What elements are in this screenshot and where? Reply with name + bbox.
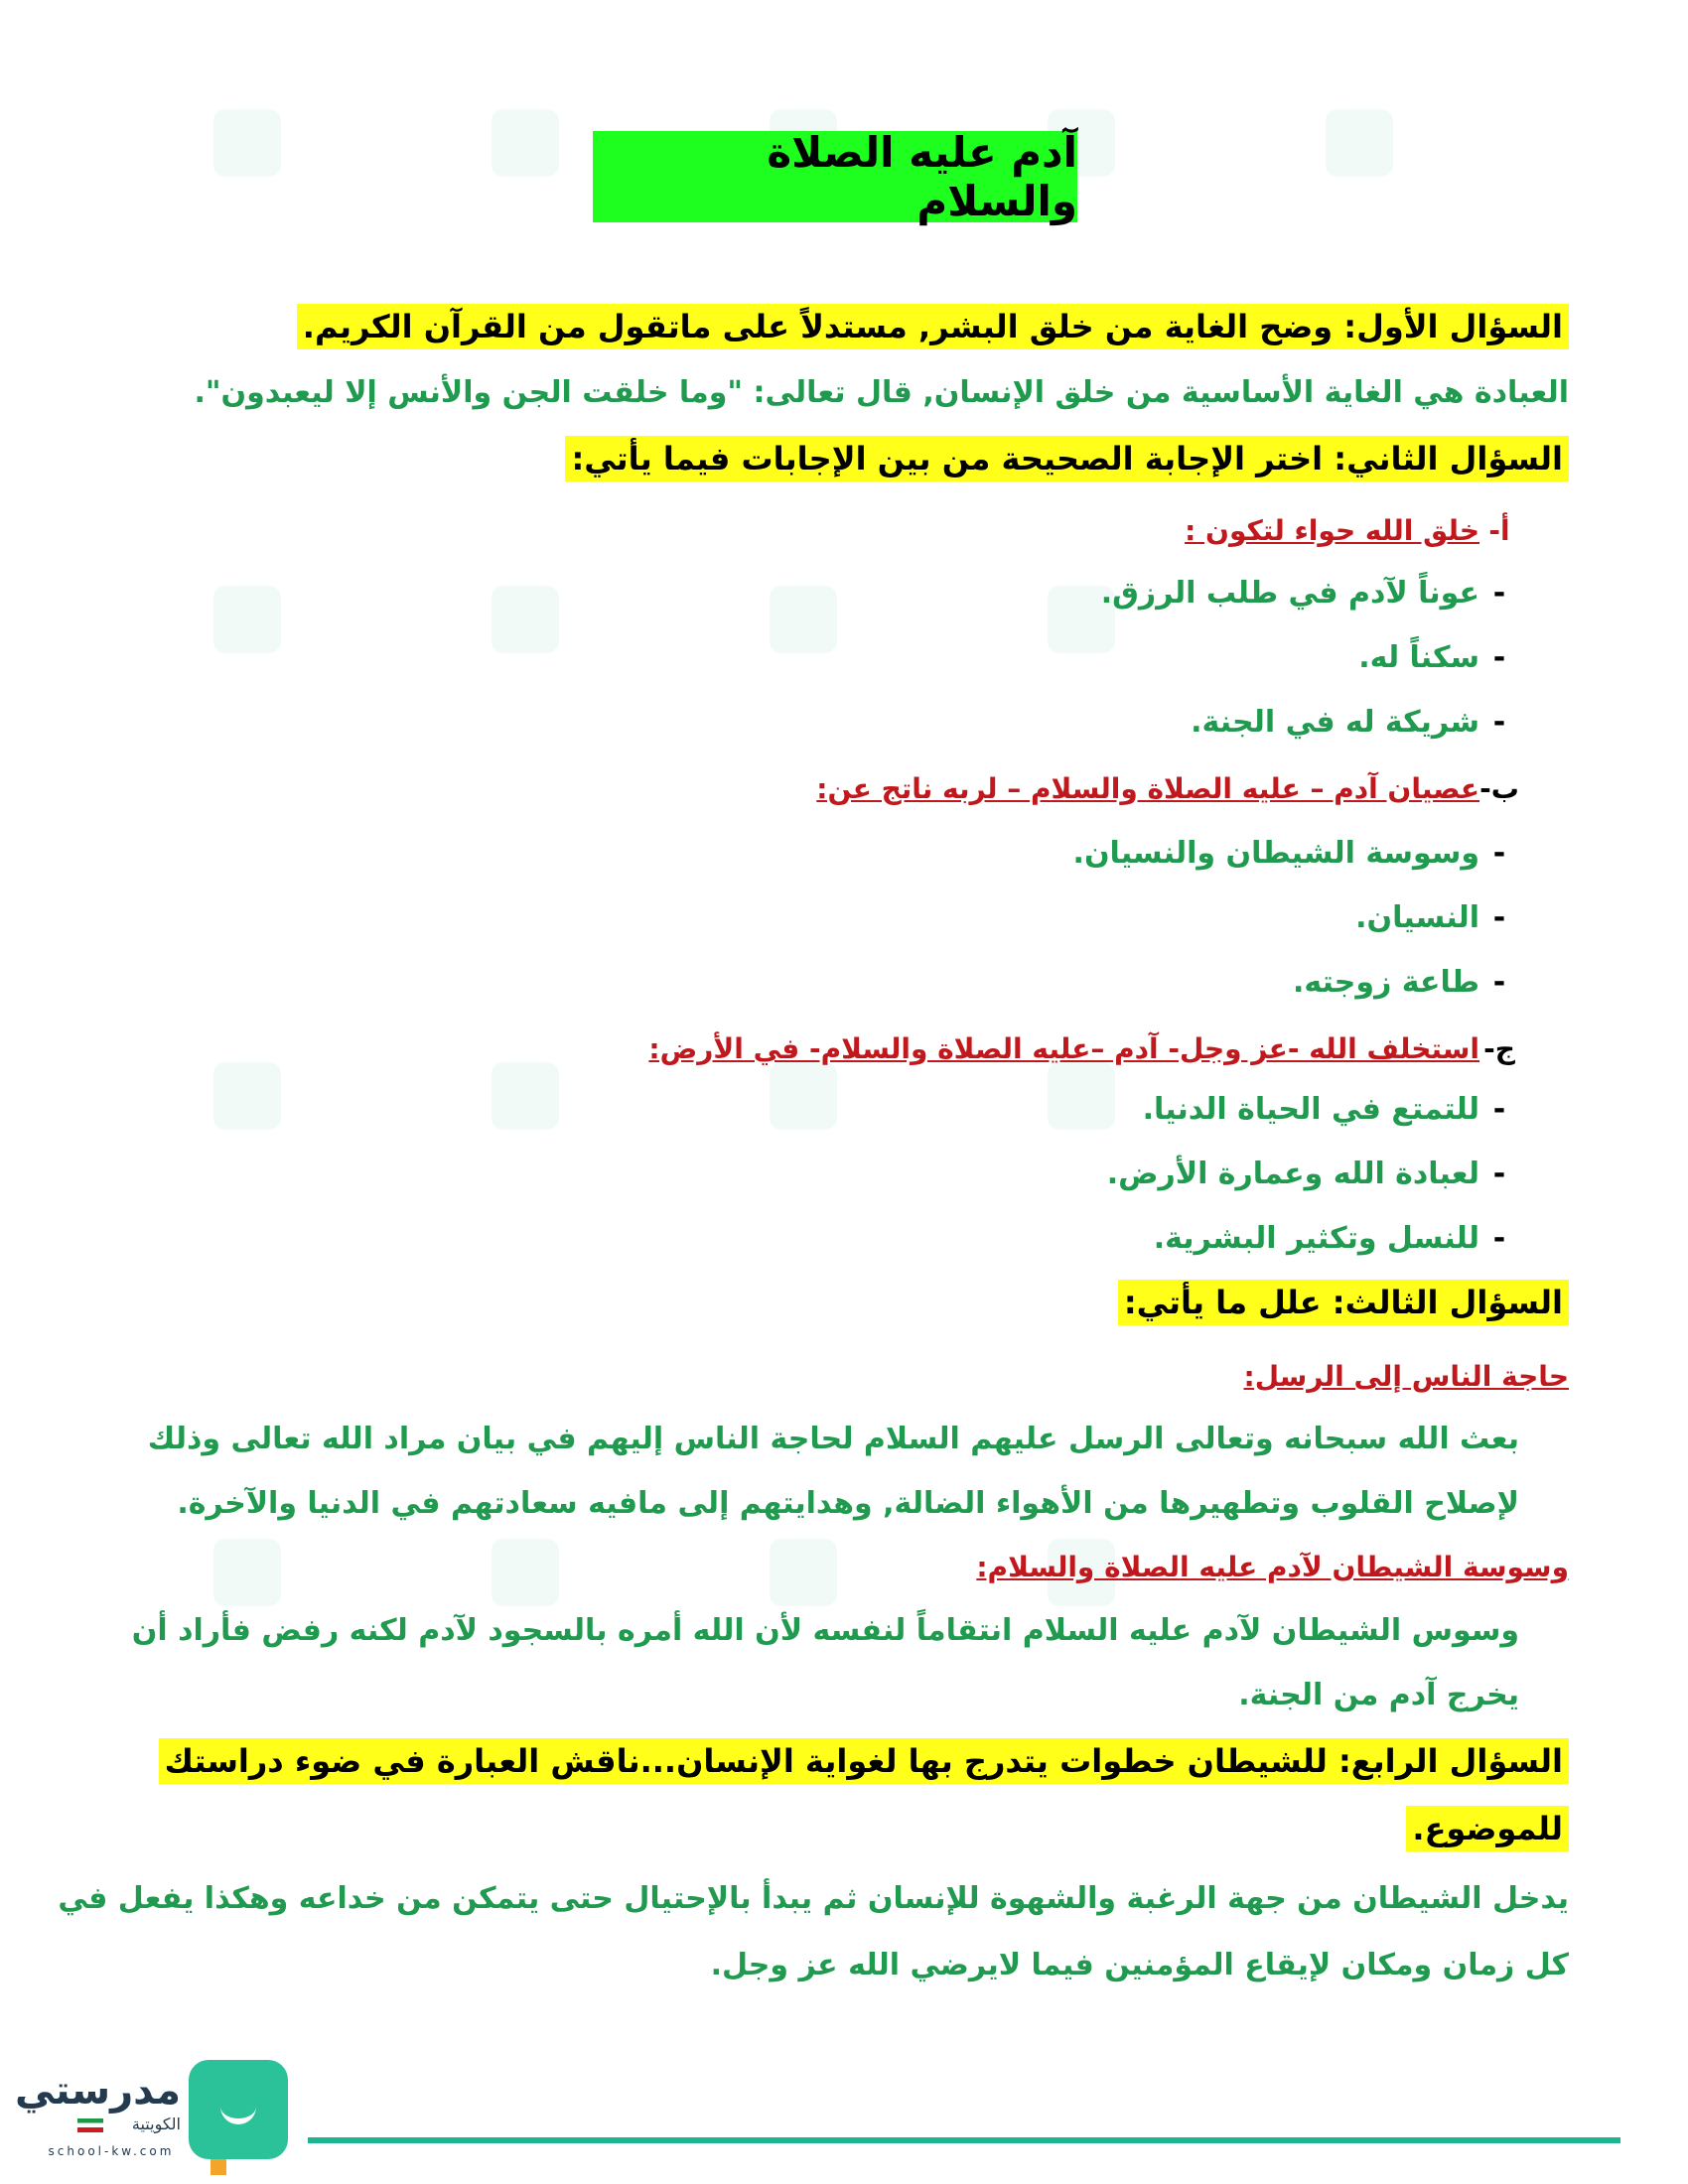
q2-part-b-question: عصيان آدم – عليه الصلاة والسلام – لربه ناتج عن:	[816, 772, 1479, 805]
question-3	[119, 1284, 1569, 1321]
dash-mark: -	[1492, 705, 1506, 740]
q2-b-option-3	[119, 965, 1519, 1000]
option-text: لعبادة الله وعمارة الأرض.	[1106, 1157, 1479, 1191]
option-text: شريكة له في الجنة.	[1191, 705, 1479, 740]
q2-part-b-stem	[119, 772, 1519, 805]
logo-url: school-kw.com	[48, 2144, 175, 2158]
dash-mark: -	[1492, 1092, 1506, 1127]
q3-item-2-answer-line-1: وسوس الشيطان لآدم عليه السلام انتقاماً لنفسه لأن الله أمره بالسجود لآدم لكنه رفض فأراد أن	[131, 1613, 1519, 1648]
option-text: وسوسة الشيطان والنسيان.	[1072, 836, 1479, 871]
question-1-text: السؤال الأول: وضح الغاية من خلق البشر, مستدلاً على ماتقول من القرآن الكريم.	[297, 304, 1569, 349]
answer-4-line-2: كل زمان ومكان لإيقاع المؤمنين فيما لايرضي الله عز وجل.	[710, 1948, 1569, 1982]
question-2	[119, 440, 1569, 478]
q2-part-c-letter: ج-	[1483, 1032, 1515, 1065]
option-text: طاعة زوجته.	[1292, 965, 1479, 1000]
q2-part-a-stem	[119, 514, 1519, 547]
q2-part-c-question: استخلف الله -عز وجل- آدم –عليه الصلاة والسلام- في الأرض:	[648, 1032, 1479, 1065]
q3-item-2-heading: وسوسة الشيطان لآدم عليه الصلاة والسلام:	[976, 1551, 1569, 1583]
q2-b-option-1	[119, 836, 1519, 871]
option-text: للتمتع في الحياة الدنيا.	[1142, 1092, 1479, 1127]
q2-a-option-1	[119, 576, 1519, 611]
question-4-text-1: السؤال الرابع: للشيطان خطوات يتدرج بها لغواية الإنسان...ناقش العبارة في ضوء دراستك	[159, 1738, 1569, 1784]
question-4-text-2: للموضوع.	[1406, 1806, 1569, 1851]
q3-item-1-answer-line-1: بعث الله سبحانه وتعالى الرسل عليهم السلام لحاجة الناس إليهم في بيان مراد الله تعالى وذلك	[147, 1422, 1519, 1456]
option-text: عوناً لآدم في طلب الرزق.	[1100, 576, 1479, 611]
q2-part-a-question: خلق الله حواء لتكون :	[1185, 514, 1479, 547]
dash-mark: -	[1492, 576, 1506, 611]
option-text: النسيان.	[1355, 900, 1479, 935]
logo-subtitle: الكويتية	[131, 2115, 181, 2133]
answer-4-line-1: يدخل الشيطان من جهة الرغبة والشهوة للإنسان ثم يبدأ بالإحتيال حتى يتمكن من خداعه وهكذا يفعل في	[58, 1881, 1569, 1916]
dash-mark: -	[1492, 1157, 1506, 1191]
question-1	[119, 308, 1569, 345]
q2-b-option-2	[119, 900, 1519, 935]
q2-c-option-2	[119, 1157, 1519, 1191]
footer-divider	[308, 2137, 1620, 2143]
option-text: سكناً له.	[1358, 640, 1479, 675]
q2-part-b-letter: ب-	[1479, 772, 1519, 805]
q3-item-1-heading: حاجة الناس إلى الرسل:	[1243, 1360, 1569, 1393]
q2-c-option-3	[119, 1221, 1519, 1256]
dash-mark: -	[1492, 965, 1506, 1000]
page-title: آدم عليه الصلاة والسلام	[593, 131, 1077, 222]
option-text: للنسل وتكثير البشرية.	[1153, 1221, 1479, 1256]
question-2-text: السؤال الثاني: اختر الإجابة الصحيحة من بين الإجابات فيما يأتي:	[565, 436, 1569, 481]
logo-name: مدرستي	[14, 2068, 181, 2114]
bookmark-icon	[211, 2159, 226, 2175]
q2-a-option-3	[119, 705, 1519, 740]
q3-item-1-answer-line-2: لإصلاح القلوب وتطهيرها من الأهواء الضالة, وهدايتهم إلى مافيه سعادتهم في الدنيا والآخرة.	[177, 1486, 1519, 1521]
dash-mark: -	[1492, 836, 1506, 871]
dash-mark: -	[1492, 900, 1506, 935]
q2-part-a-letter: أ-	[1488, 514, 1510, 547]
dash-mark: -	[1492, 640, 1506, 675]
answer-1: العبادة هي الغاية الأساسية من خلق الإنسان, قال تعالى: "وما خلقت الجن والأنس إلا ليعبدون".	[194, 375, 1569, 410]
q2-a-option-2	[119, 640, 1519, 675]
question-4-line-2	[119, 1810, 1569, 1847]
q3-item-2-answer-line-2: يخرج آدم من الجنة.	[1238, 1678, 1519, 1712]
q2-part-c-stem	[119, 1032, 1519, 1065]
dash-mark: -	[1492, 1221, 1506, 1256]
q2-c-option-1	[119, 1092, 1519, 1127]
question-3-text: السؤال الثالث: علل ما يأتي:	[1118, 1280, 1569, 1325]
question-4-line-1	[119, 1742, 1569, 1780]
